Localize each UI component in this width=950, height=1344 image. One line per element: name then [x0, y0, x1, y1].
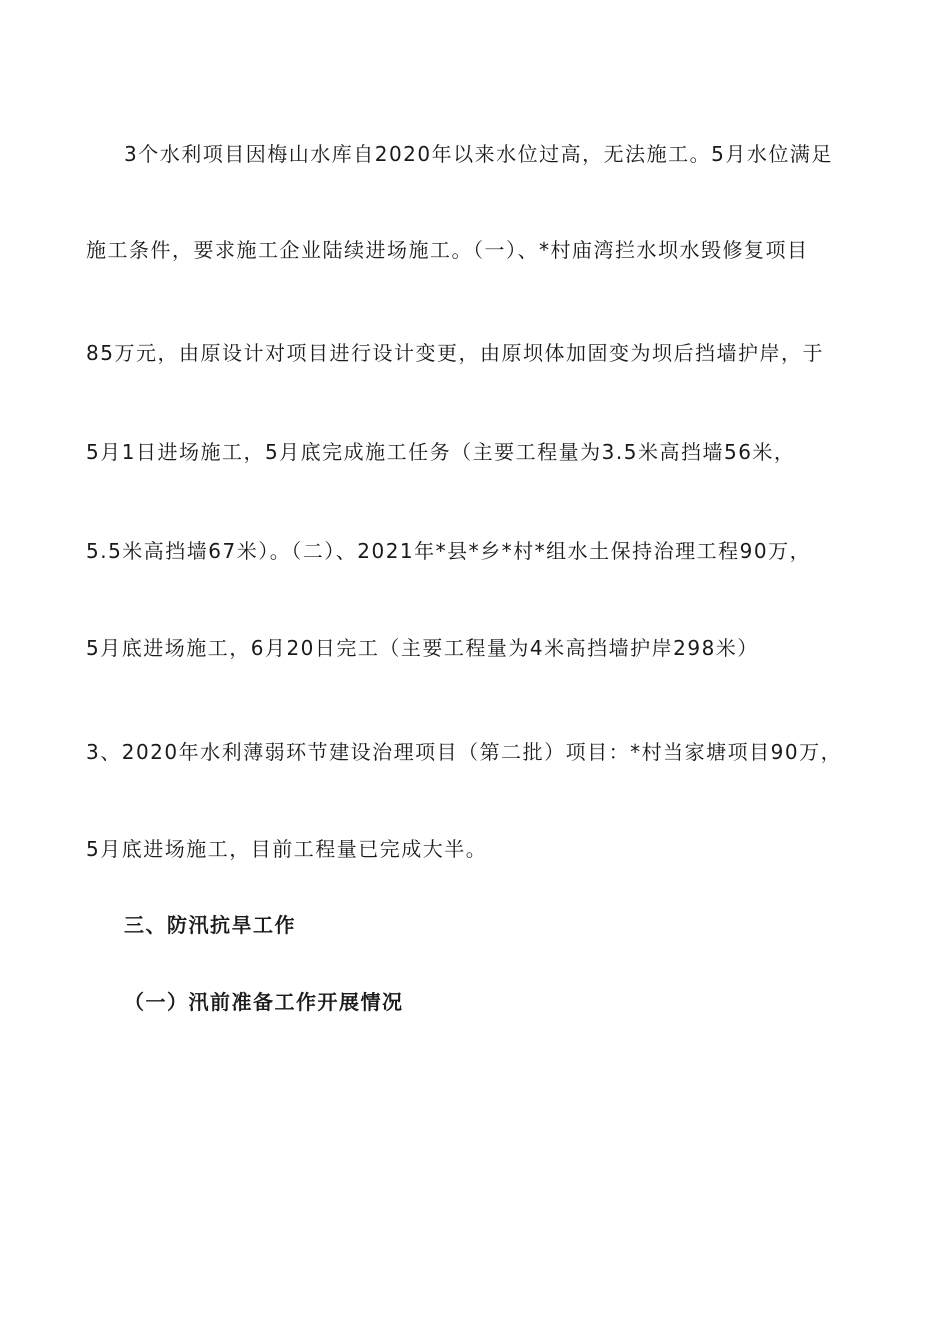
paragraph-line-8: 5月底进场施工，目前工程量已完成大半。 [86, 837, 488, 861]
paragraph-line-2: 施工条件，要求施工企业陆续进场施工。（一）、*村庙湾拦水坝水毁修复项目 [86, 238, 809, 262]
subsection-heading: （一）汛前准备工作开展情况 [124, 990, 404, 1014]
paragraph-line-7: 3、2020年水利薄弱环节建设治理项目（第二批）项目：*村当家塘项目90万， [86, 740, 843, 764]
paragraph-line-3: 85万元，由原设计对项目进行设计变更，由原坝体加固变为坝后挡墙护岸，于 [86, 341, 824, 365]
section-heading: 三、防汛抗旱工作 [124, 913, 296, 937]
paragraph-line-1: 3个水利项目因梅山水库自2020年以来水位过高，无法施工。5月水位满足 [124, 142, 833, 166]
paragraph-line-5: 5.5米高挡墙67米）。（二）、2021年*县*乡*村*组水土保持治理工程90万， [86, 539, 812, 563]
paragraph-line-6: 5月底进场施工，6月20日完工（主要工程量为4米高挡墙护岸298米） [86, 636, 759, 660]
paragraph-line-4: 5月1日进场施工，5月底完成施工任务（主要工程量为3.5米高挡墙56米， [86, 440, 796, 464]
